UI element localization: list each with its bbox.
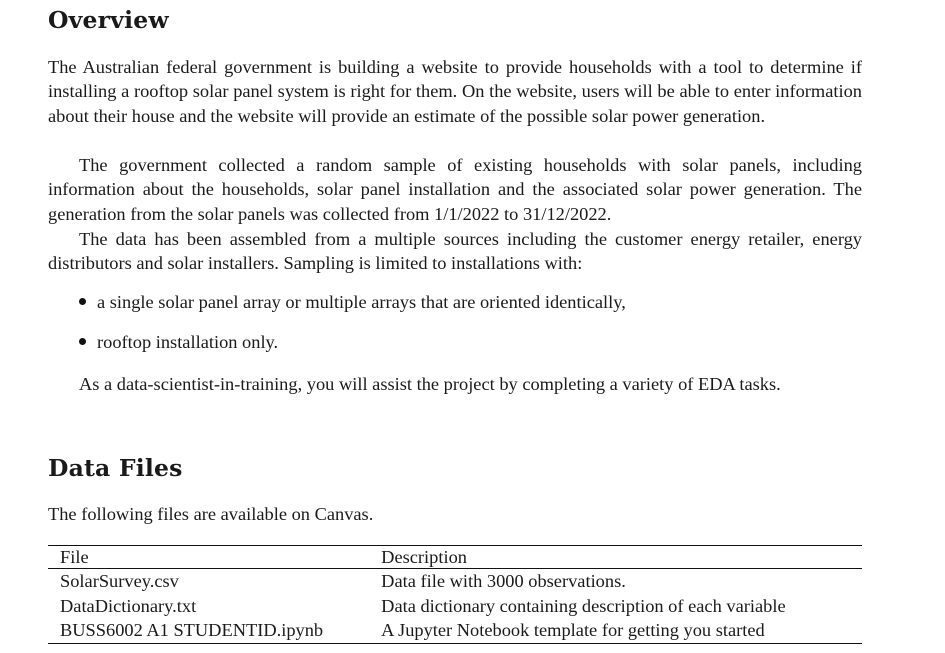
file-name-cell: BUSS6002 A1 STUDENTID.ipynb [60,620,324,640]
criteria-list [48,290,862,370]
file-name-cell: SolarSurvey.csv [60,571,179,591]
bullet-icon [79,338,86,345]
file-name-cell: DataDictionary.txt [60,595,197,616]
file-description-cell: Data file with 3000 observations. [381,571,626,591]
datafiles-intro: The following files are available on Canvas. [48,504,374,524]
table-row [48,594,862,619]
overview-paragraph-4: As a data-scientist-in-training, you will assist the project by completing a variety of EDA tasks. [79,374,781,394]
list-item [48,290,862,330]
table-row [48,569,862,594]
bullet-icon [79,298,86,305]
list-item-text: a single solar panel array or multiple arrays that are oriented identically, [97,292,626,312]
files-table [48,545,862,644]
file-description-cell: Data dictionary containing description of each variable [381,595,786,616]
list-item-text: rooftop installation only. [97,332,279,352]
file-description-cell: A Jupyter Notebook template for getting you started [381,620,765,640]
overview-heading: Overview [48,6,169,34]
table-header-row [48,546,862,569]
overview-paragraph-2: The government collected a random sample of existing households with solar panels, including information about the households, solar panel installation and the associated solar power generation. The generation from the solar panels was collected from 1/1/2022 to 31/12/2022. [48,155,862,224]
column-header-description: Description [381,547,467,567]
table-row [48,618,862,643]
datafiles-heading: Data Files [48,454,183,482]
column-header-file: File [60,547,89,567]
overview-paragraph-3: The data has been assembled from a multiple sources including the customer energy retailer, energy distributors and solar installers. Sampling is limited to installations with: [48,229,862,274]
list-item [48,330,862,370]
overview-paragraph-1: The Australian federal government is building a website to provide households with a tool to determine if installing a rooftop solar panel system is right for them. On the website, users will be able to enter information about their house and the website will provide an estimate of the possible solar power generation. [48,57,862,126]
